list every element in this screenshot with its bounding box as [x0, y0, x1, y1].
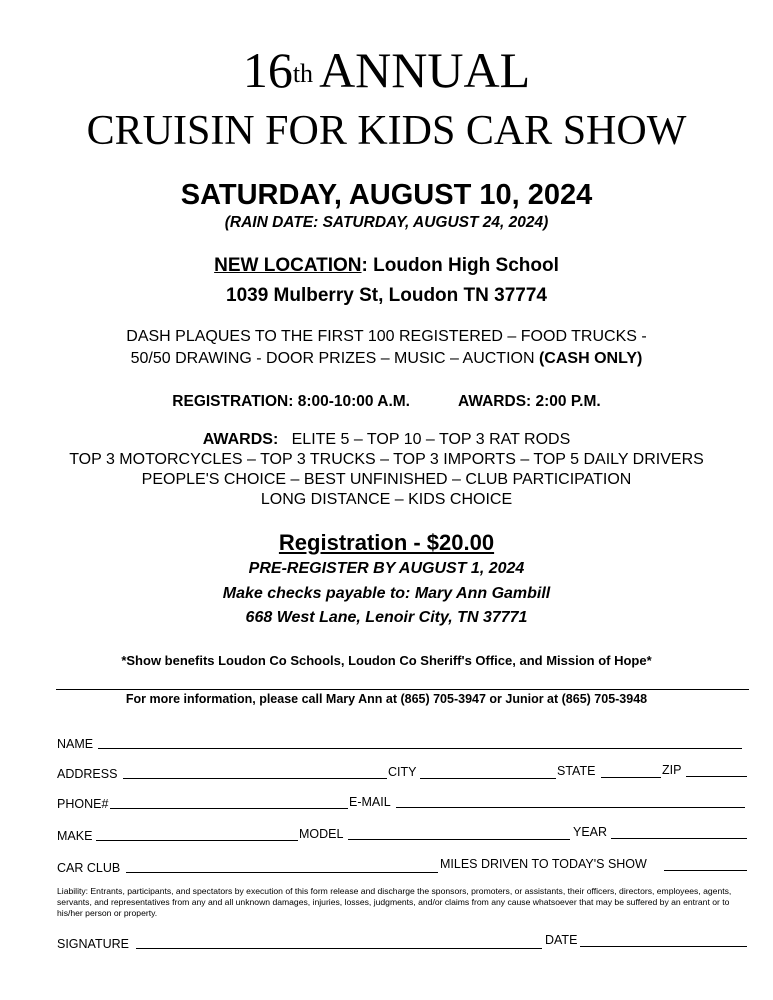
state-field[interactable] [601, 777, 661, 778]
make-field[interactable] [96, 840, 298, 841]
liability-text: Liability: Entrants, participants, and spectators by execution of this form release and discharge the sponsors, promoters, or assistants, their officers, directors, employees, agents, servants, and representatives from any and all unknown damages, injuries, losses, judgments, and/or claims from any cause whatsoever that may be suffered by an entrant or to his/her person or property. [57, 886, 732, 918]
year-field[interactable] [611, 838, 747, 839]
miles-label: MILES DRIVEN TO TODAY'S SHOW [440, 857, 647, 871]
model-label: MODEL [299, 827, 344, 841]
cash-only-note: (CASH ONLY) [538, 350, 643, 367]
awards-line-3: PEOPLE'S CHOICE – BEST UNFINISHED – CLUB PARTICIPATION [141, 471, 632, 488]
features-line-2 [0, 350, 773, 368]
schedule-line [0, 393, 773, 411]
awards-label: AWARDS: [202, 431, 279, 448]
signature-field[interactable] [136, 948, 542, 949]
event-date: SATURDAY, AUGUST 10, 2024 [180, 179, 593, 211]
registration-fee: Registration - $20.00 [278, 530, 495, 555]
registration-time: REGISTRATION: 8:00-10:00 A.M. [172, 393, 410, 410]
event-address: 1039 Mulberry St, Loudon TN 37774 [226, 285, 547, 306]
features-line-1: DASH PLAQUES TO THE FIRST 100 REGISTERED – FOOD TRUCKS - [126, 328, 647, 345]
signature-label: SIGNATURE [57, 937, 129, 951]
miles-field[interactable] [664, 870, 747, 871]
date-label: DATE [545, 933, 578, 947]
email-field[interactable] [396, 807, 745, 808]
address-label: ADDRESS [57, 767, 118, 781]
awards-line-4: LONG DISTANCE – KIDS CHOICE [260, 491, 513, 508]
zip-label: ZIP [662, 763, 682, 777]
divider [56, 689, 749, 690]
mail-address: 668 West Lane, Lenoir City, TN 37771 [245, 609, 528, 626]
make-label: MAKE [57, 829, 93, 843]
location-line [0, 255, 773, 277]
awards-time: AWARDS: 2:00 P.M. [458, 393, 601, 410]
year-label: YEAR [573, 825, 608, 839]
state-label: STATE [557, 764, 596, 778]
name-field[interactable] [98, 748, 742, 749]
car-club-label: CAR CLUB [57, 861, 121, 875]
model-field[interactable] [348, 839, 570, 840]
title-suffix: th [292, 59, 314, 88]
contact-info: For more information, please call Mary Ann at (865) 705-3947 or Junior at (865) 705-3948 [125, 692, 648, 706]
awards-line-1 [0, 430, 773, 450]
title-number: 16 [242, 42, 293, 98]
title-line-2: CRUISIN FOR KIDS CAR SHOW [86, 108, 687, 154]
pre-register-deadline: PRE-REGISTER BY AUGUST 1, 2024 [248, 560, 525, 577]
checks-payable: Make checks payable to: Mary Ann Gambill [222, 585, 551, 602]
title-annual: ANNUAL [319, 42, 531, 98]
name-label: NAME [57, 737, 94, 751]
phone-label: PHONE# [57, 797, 109, 811]
city-label: CITY [388, 765, 417, 779]
location-name: : Loudon High School [361, 255, 559, 276]
benefits-note: *Show benefits Loudon Co Schools, Loudon Co Sheriff's Office, and Mission of Hope* [121, 653, 652, 668]
title-line-1 [0, 42, 773, 98]
awards-list-1: ELITE 5 – TOP 10 – TOP 3 RAT RODS [291, 431, 571, 448]
phone-field[interactable] [110, 808, 348, 809]
date-field[interactable] [580, 946, 747, 947]
car-club-field[interactable] [126, 872, 438, 873]
address-field[interactable] [123, 778, 387, 779]
city-field[interactable] [420, 778, 556, 779]
rain-date: (RAIN DATE: SATURDAY, AUGUST 24, 2024) [224, 214, 549, 231]
features-text: 50/50 DRAWING - DOOR PRIZES – MUSIC – AUCTION [130, 350, 535, 367]
email-label: E-MAIL [349, 795, 391, 809]
zip-field[interactable] [686, 776, 747, 777]
awards-line-2: TOP 3 MOTORCYCLES – TOP 3 TRUCKS – TOP 3 IMPORTS – TOP 5 DAILY DRIVERS [69, 451, 704, 468]
location-label: NEW LOCATION [214, 255, 362, 276]
